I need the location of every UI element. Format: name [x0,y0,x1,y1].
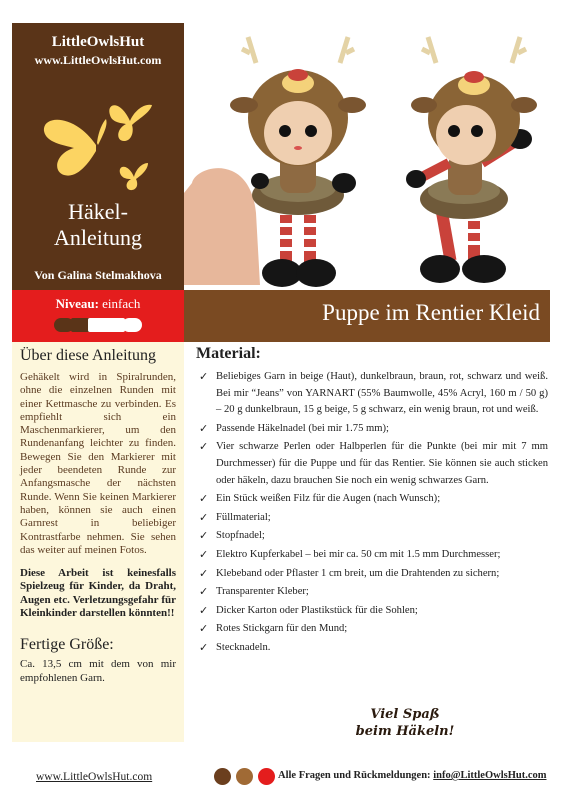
butterflies-icon [34,93,164,203]
level-text [12,296,184,312]
color-dot-red [258,768,275,785]
check-icon: ✓ [199,604,209,617]
closing-line1: Viel Spaß [370,707,440,722]
check-icon: ✓ [199,422,209,435]
difficulty-indicator [54,318,144,332]
color-dot-brown [236,768,253,785]
document-type-line1: Häkel- [68,199,128,224]
material-item-text: Elektro Kupferkabel – bei mir ca. 50 cm mit 1.5 mm Durchmesser; [216,548,501,560]
author: Von Galina Stelmakhova [34,268,162,282]
material-item [196,566,548,583]
level-value: einfach [102,296,141,311]
level-label: Niveau: [55,296,99,311]
check-icon: ✓ [199,493,209,506]
difficulty-pill-5 [122,318,142,332]
footer-website-link[interactable]: www.LittleOwlsHut.com [36,771,153,783]
footer-email-link[interactable]: info@LittleOwlsHut.com [433,770,547,781]
closing-line2: beim Häkeln! [355,724,455,739]
check-icon: ✓ [199,530,209,543]
crochet-doll-photo [184,23,550,290]
material-item [196,421,548,438]
color-dot-dark-brown [214,768,231,785]
material-item-text: Rotes Stickgarn für den Mund; [216,623,348,635]
document-type [12,199,184,251]
info-column [12,342,184,742]
material-item-text: Dicker Karton oder Plastikstück für die Sohlen; [216,604,418,616]
material-item-text: Transparenter Kleber; [216,586,309,598]
check-icon: ✓ [199,548,209,561]
title-band [184,290,550,342]
check-icon: ✓ [199,586,209,599]
material-item [196,510,548,527]
material-item-text: Beliebiges Garn in beige (Haut), dunkelbraun, braun, rot, schwarz und weiß. Bei mir “Jeans” von YARNART (55% Baumwolle, 45% Acryl, 160 m / 50 g) – 20 g dunkelbraun, 15 g beige, 5 g schwarz, ein wenig braun, rot und weiß. [216,371,548,416]
material-item-text: Ein Stück weißen Filz für die Augen (nach Wunsch); [216,493,441,505]
page-title: Puppe im Rentier Kleid [322,300,540,325]
material-item [196,369,548,419]
material-heading: Material: [196,345,261,362]
material-item-text: Füllmaterial; [216,511,271,523]
material-item-text: Vier schwarze Perlen oder Halbperlen für die Punkte (bei mir mit 7 mm Durchmesser) für die Puppe und für das Rentier. Sie können sie auch sticken oder häkeln, dazu brauchen Sie noch ein wenig schwarzes Garn. [216,441,548,486]
material-item-text: Stecknadeln. [216,641,271,653]
material-item [196,491,548,508]
check-icon: ✓ [199,567,209,580]
check-icon: ✓ [199,511,209,524]
material-list [196,369,548,657]
footer-note-text: Alle Fragen und Rückmeldungen: [278,770,431,781]
hand-shape [184,168,260,285]
about-heading: Über diese Anleitung [20,347,156,364]
check-icon: ✓ [199,441,209,454]
about-body: Gehäkelt wird in Spiralrunden, ohne die einzelnen Runden mit einer Kettmasche zu verbinden. Es empfiehlt sich ein Maschenmarkierer, um den Rundenanfang leichter zu finden. Bewegen Sie den Markierer mit jeder beendeten Runde zur Anfangsmasche der nächsten Runde. Wenn Sie keinen Markierer haben, können sie auch einen Garnrest in beliebiger Kontrastfarbe nehmen. Sie sehen das weiter auf meinen Fotos. [20,371,176,556]
document-type-line2: Anleitung [54,225,142,250]
size-heading: Fertige Größe: [20,636,114,654]
product-photo [184,23,550,290]
material-item [196,584,548,601]
brand-panel [12,23,184,290]
material-item [196,547,548,564]
doll-right [406,37,537,283]
material-item [196,621,548,638]
brand-name: LittleOwlsHut [51,34,145,50]
material-item [196,603,548,620]
closing-greeting [340,706,470,740]
safety-warning: Diese Arbeit ist keinesfalls Spielzeug für Kinder, da Draht, Augen etc. Verletzungsgefahr für Kleinkinder darstellen könnten!! [20,567,176,620]
check-icon: ✓ [199,371,209,383]
level-band [12,290,184,342]
brand-url[interactable]: www.LittleOwlsHut.com [34,53,162,67]
material-item [196,640,548,657]
material-item-text: Passende Häkelnadel (bei mir 1.75 mm); [216,422,389,434]
check-icon: ✓ [199,623,209,636]
material-item [196,439,548,489]
material-item-text: Klebeband oder Pflaster 1 cm breit, um die Drahtenden zu sichern; [216,567,500,579]
footer-contact [278,770,547,781]
size-body: Ca. 13,5 cm mit dem von mir empfohlenen Garn. [20,658,176,684]
check-icon: ✓ [199,641,209,654]
material-item-text: Stopfnadel; [216,530,265,542]
material-section [196,345,548,659]
material-item [196,528,548,545]
